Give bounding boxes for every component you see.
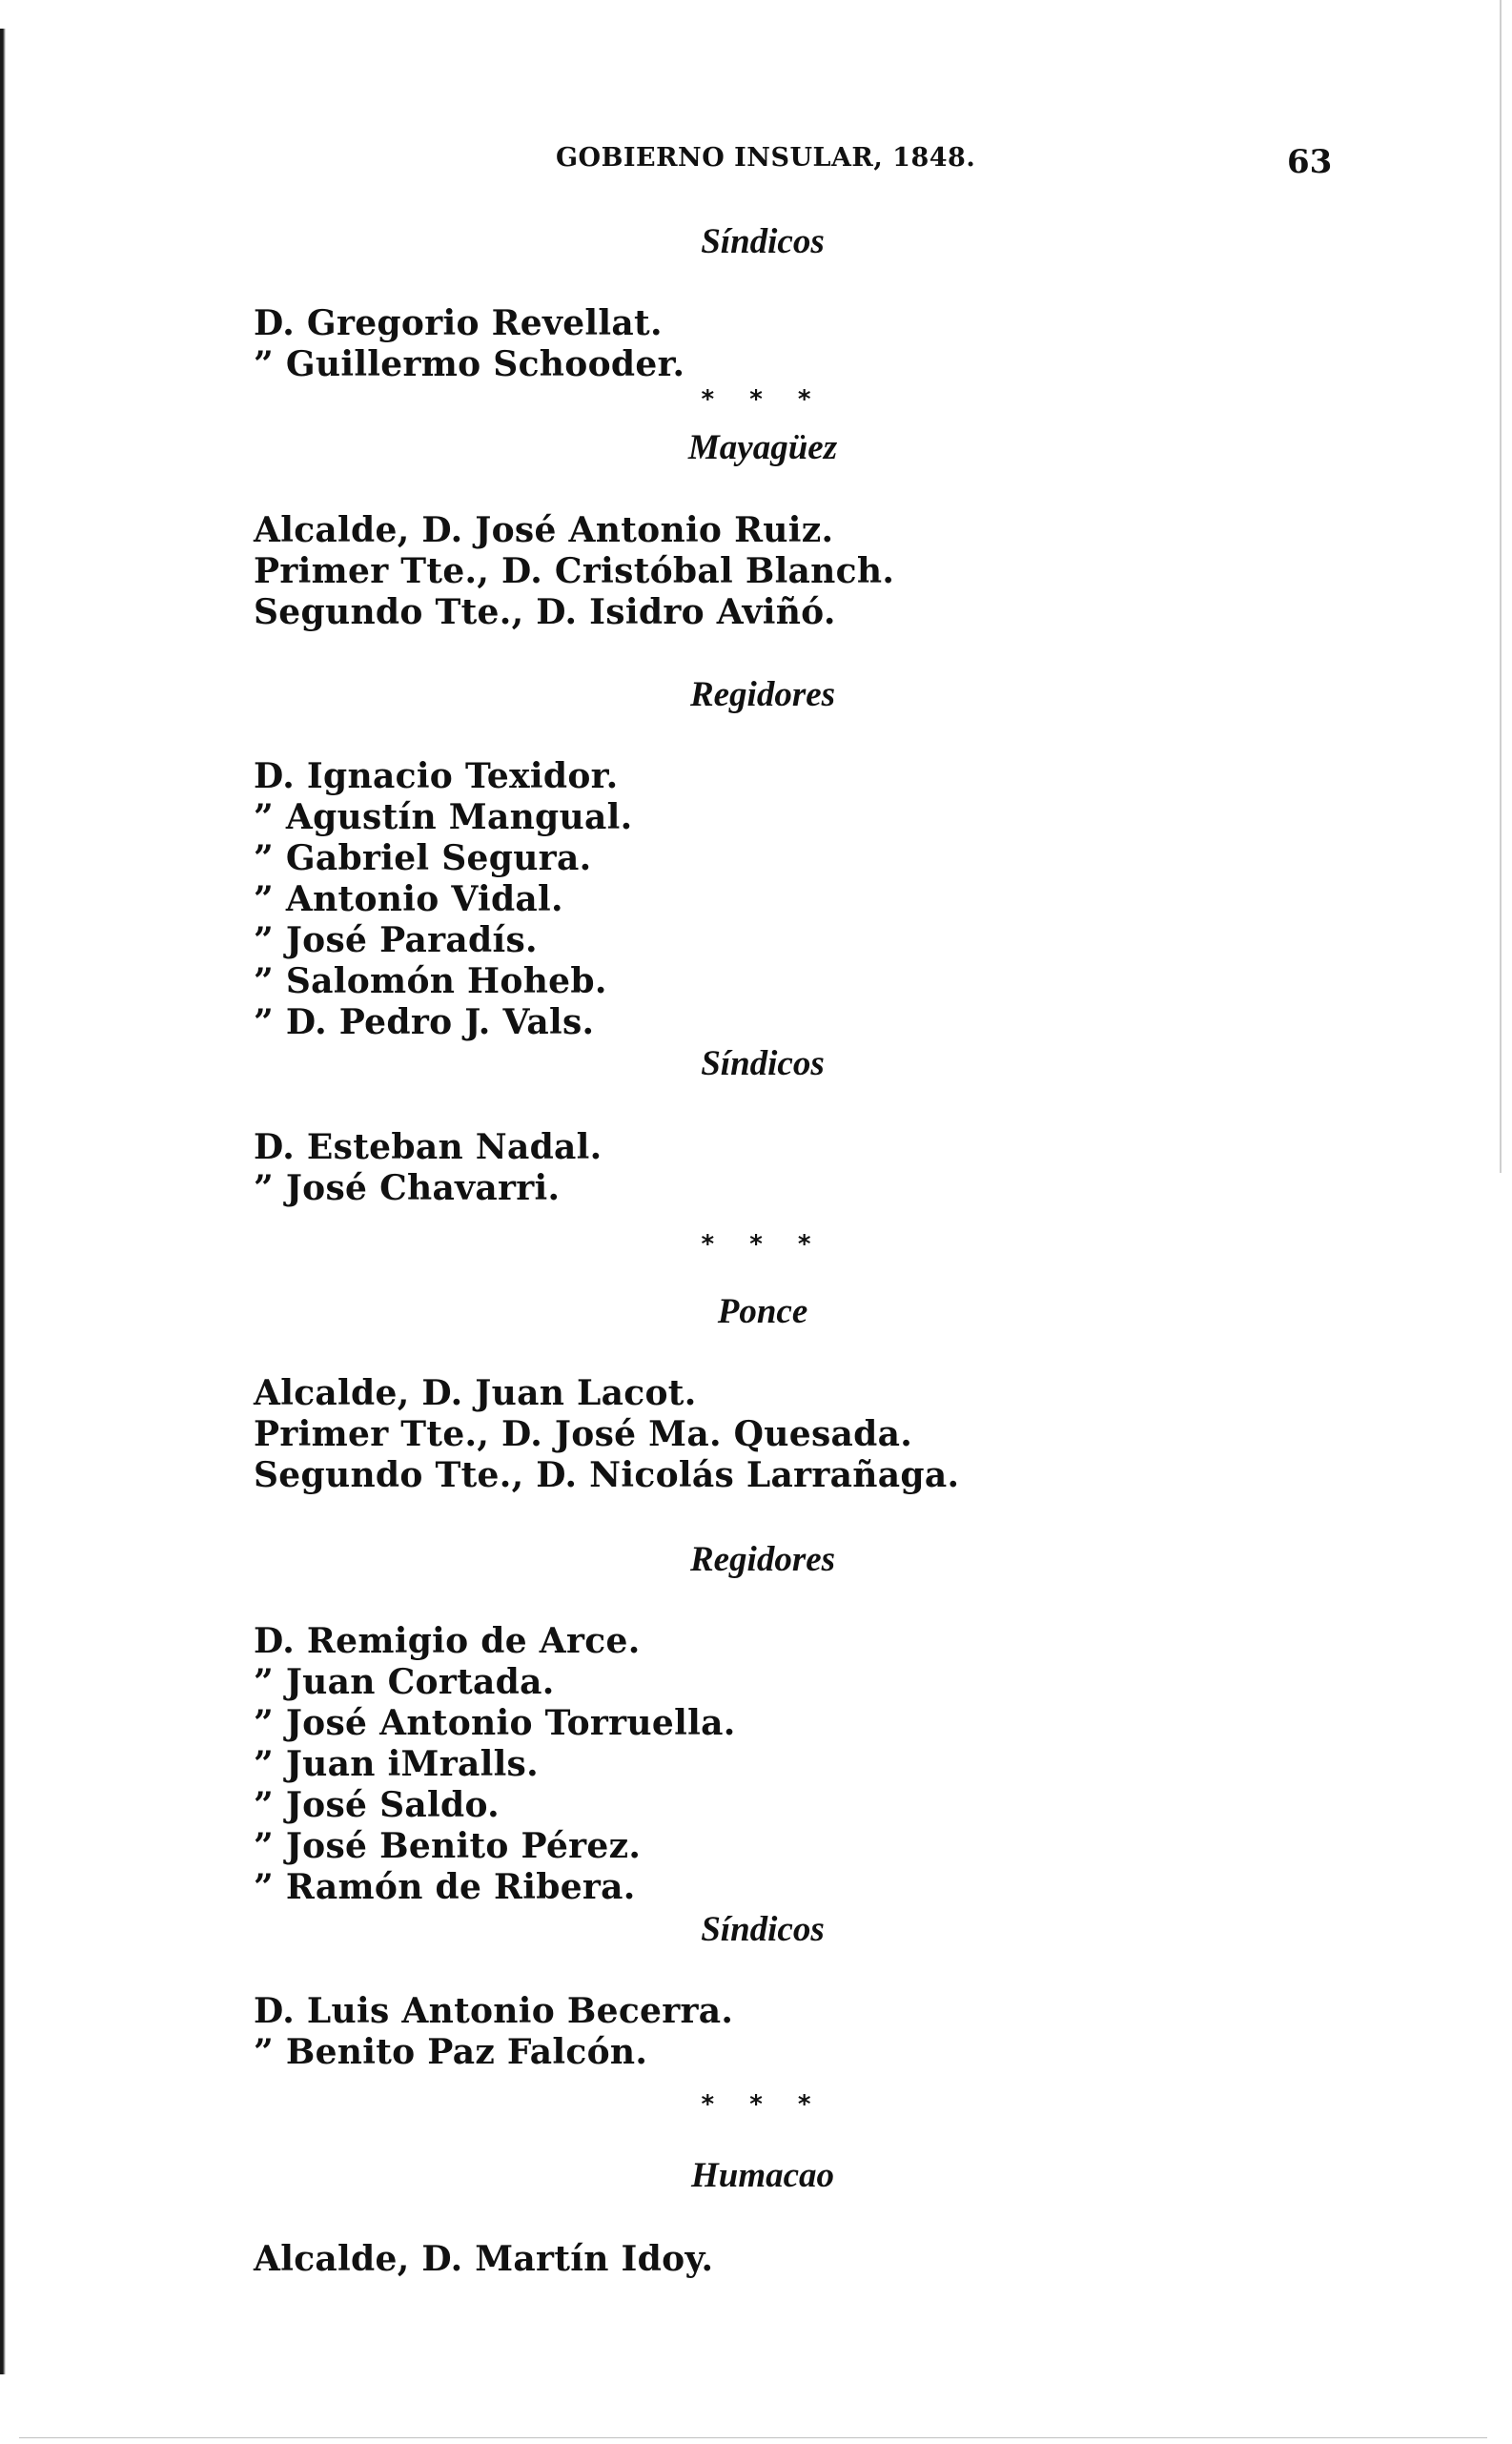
page-binding-edge (0, 29, 10, 2374)
regidor-line: D. Ignacio Texidor. (254, 756, 619, 796)
regidor-line: ” Juan Cortada. (254, 1662, 555, 1702)
page-right-rule (1500, 0, 1502, 1173)
official-line: Primer Tte., D. Cristóbal Blanch. (254, 551, 895, 591)
official-line: Primer Tte., D. José Ma. Quesada. (254, 1414, 913, 1454)
regidor-line: ” José Saldo. (254, 1785, 500, 1825)
sindico-line: ” José Chavarri. (254, 1168, 561, 1208)
section-separator: * * * (701, 1230, 825, 1259)
regidor-line: D. Remigio de Arce. (254, 1621, 641, 1661)
town-heading-humacao: Humacao (690, 2156, 835, 2195)
regidor-line: ” Salomón Hoheb. (254, 961, 607, 1001)
sindico-line: D. Esteban Nadal. (254, 1127, 603, 1167)
town-heading-ponce: Ponce (717, 1292, 808, 1331)
regidor-line: ” José Paradís. (254, 920, 538, 960)
town-heading-mayaguez: Mayagüez (687, 428, 838, 467)
sindico-line: ” Guillermo Schooder. (254, 344, 685, 384)
official-line: Alcalde, D. Juan Lacot. (254, 1373, 697, 1413)
official-line: Segundo Tte., D. Isidro Aviñó. (254, 592, 836, 632)
sindicos-heading: Síndicos (701, 1044, 825, 1083)
regidor-line: ” Ramón de Ribera. (254, 1867, 636, 1907)
regidores-heading: Regidores (689, 1540, 836, 1579)
official-line: Segundo Tte., D. Nicolás Larrañaga. (254, 1455, 960, 1495)
official-line: Alcalde, D. José Antonio Ruiz. (254, 510, 834, 550)
regidor-line: ” José Benito Pérez. (254, 1826, 642, 1866)
regidor-line: ” Gabriel Segura. (254, 838, 592, 878)
page-number: 63 (1287, 143, 1333, 181)
sindico-line: D. Gregorio Revellat. (254, 303, 663, 343)
running-head: GOBIERNO INSULAR, 1848. (556, 143, 976, 173)
regidores-heading: Regidores (689, 675, 836, 714)
regidor-line: ” Juan iMralls. (254, 1744, 539, 1784)
sindicos-heading: Síndicos (701, 222, 825, 261)
section-separator: * * * (701, 385, 825, 414)
regidor-line: ” D. Pedro J. Vals. (254, 1002, 595, 1042)
regidor-line: ” José Antonio Torruella. (254, 1703, 736, 1743)
regidor-line: ” Agustín Mangual. (254, 797, 633, 837)
sindico-line: D. Luis Antonio Becerra. (254, 1991, 734, 2031)
page-bottom-rule (19, 2437, 1487, 2438)
sindicos-heading: Síndicos (701, 1910, 825, 1949)
official-line: Alcalde, D. Martín Idoy. (254, 2239, 714, 2279)
section-separator: * * * (701, 2090, 825, 2119)
sindico-line: ” Benito Paz Falcón. (254, 2032, 648, 2072)
regidor-line: ” Antonio Vidal. (254, 879, 563, 919)
